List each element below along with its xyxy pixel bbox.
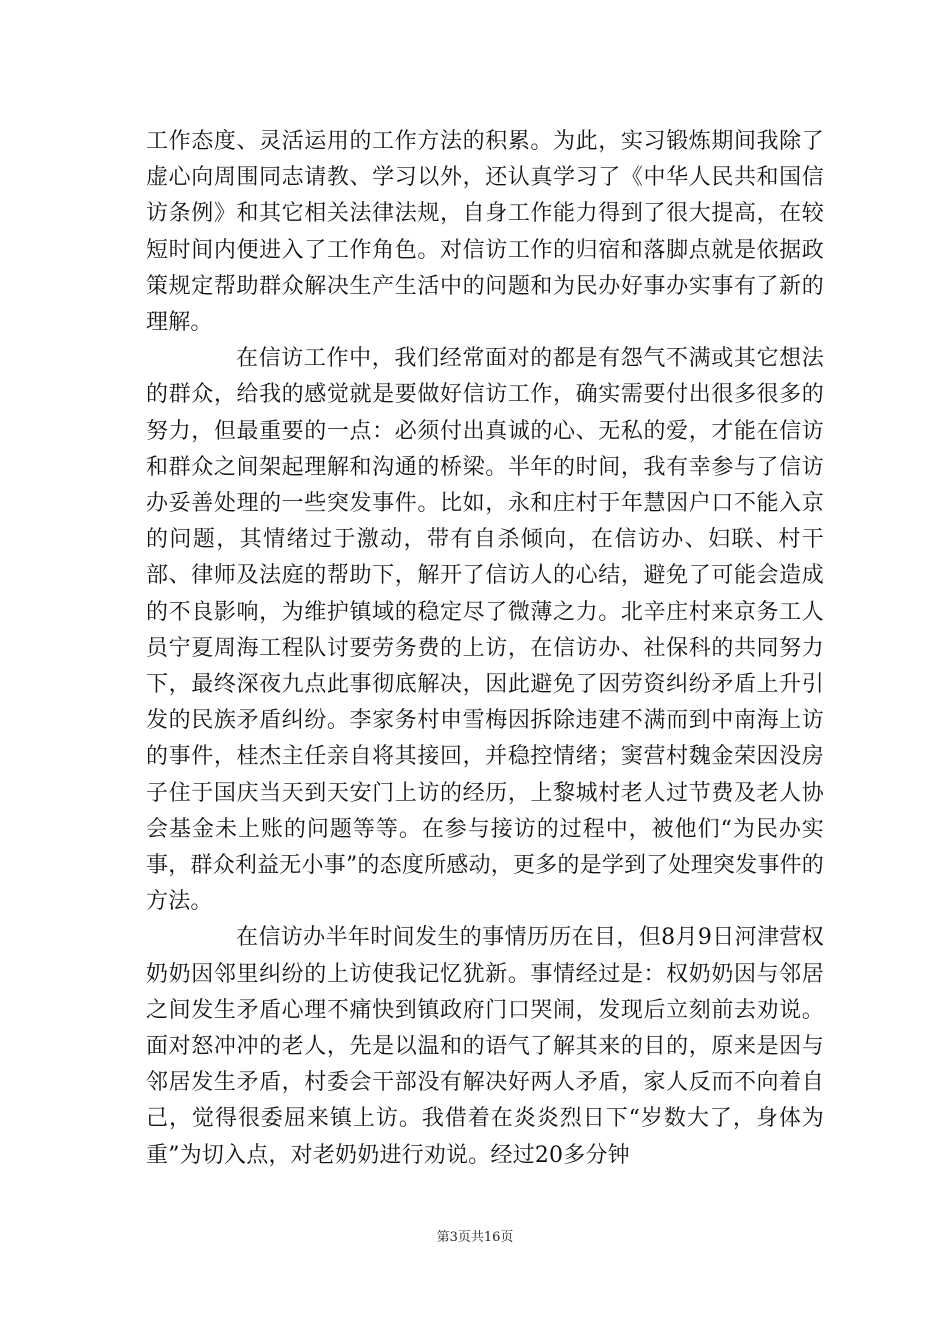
page-number-footer: 第3页共16页 (436, 1230, 514, 1245)
document-body (146, 124, 824, 1174)
paragraph-3: 在信访办半年时间发生的事情历历在目，但8月9日河津营权奶奶因邻里纠纷的上访使我记忆犹新。事情经过是：权奶奶因与邻居之间发生矛盾心理不痛快到镇政府门口哭闹，发现后立刻前去劝说。面对怒冲冲的老人，先是以温和的语气了解其来的目的，原来是因与邻居发生矛盾，村委会干部没有解决好两人矛盾，家人反而不向着自己，觉得很委屈来镇上访。我借着在炎炎烈日下“岁数大了，身体为重”为切入点，对老奶奶进行劝说。经过20多分钟 (146, 925, 824, 1168)
paragraph-1: 工作态度、灵活运用的工作方法的积累。为此，实习锻炼期间我除了虚心向周围同志请教、学习以外，还认真学习了《中华人民共和国信访条例》和其它相关法律法规，自身工作能力得到了很大提高，在较短时间内便进入了工作角色。对信访工作的归宿和落脚点就是依据政策规定帮助群众解决生产生活中的问题和为民办好事办实事有了新的理解。 (146, 129, 824, 336)
paragraph-2: 在信访工作中，我们经常面对的都是有怨气不满或其它想法的群众，给我的感觉就是要做好信访工作，确实需要付出很多很多的努力，但最重要的一点：必须付出真诚的心、无私的爱，才能在信访和群众之间架起理解和沟通的桥梁。半年的时间，我有幸参与了信访办妥善处理的一些突发事件。比如，永和庄村于年慧因户口不能入京的问题，其情绪过于激动，带有自杀倾向，在信访办、妇联、村干部、律师及法庭的帮助下，解开了信访人的心结，避免了可能会造成的不良影响，为维护镇域的稳定尽了微薄之力。北辛庄村来京务工人员宁夏周海工程队讨要劳务费的上访，在信访办、社保科的共同努力下，最终深夜九点此事彻底解决，因此避免了因劳资纠纷矛盾上升引发的民族矛盾纠纷。李家务村申雪梅因拆除违建不满而到中南海上访的事件，桂杰主任亲自将其接回，并稳控情绪；窦营村魏金荣因没房子住于国庆当天到天安门上访的经历，上黎城村老人过节费及老人协会基金未上账的问题等等。在参与接访的过程中，被他们“为民办实事，群众利益无小事”的态度所感动，更多的是学到了处理突发事件的方法。 (146, 346, 824, 915)
